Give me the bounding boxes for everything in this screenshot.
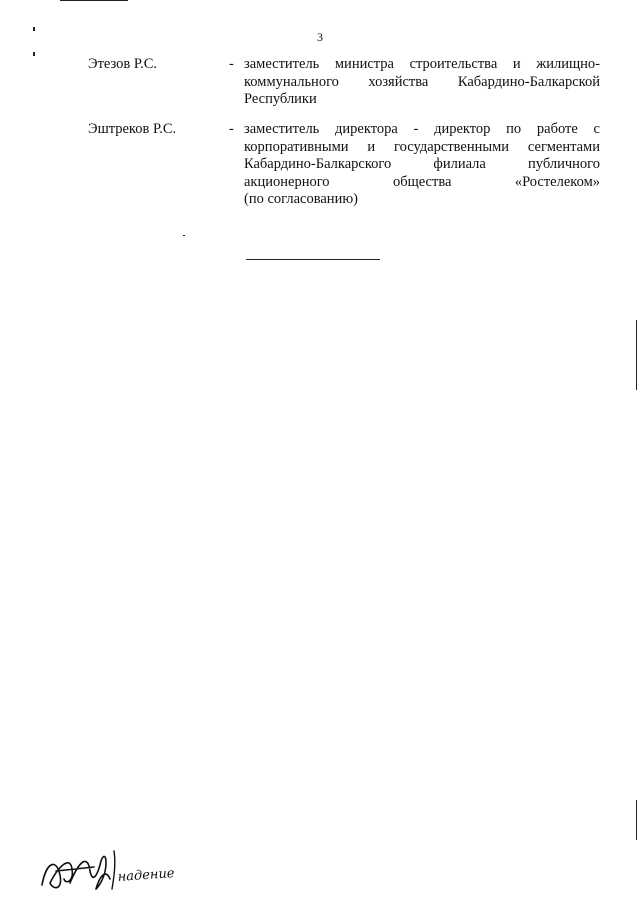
handwritten-signature [36, 845, 206, 895]
page-number: 3 [317, 30, 323, 44]
entry-name: Этезов Р.С. [88, 56, 158, 72]
scan-mark-dot-3 [183, 235, 185, 236]
description-line: коммунального хозяйства Кабардино-Балкарской [244, 73, 600, 90]
scan-mark-top-left [60, 0, 128, 1]
description-line: Кабардино-Балкарского филиала публичного [244, 156, 600, 172]
description-line: акционерного общества «Ростелеком» [244, 173, 600, 190]
description-line: заместитель директора - директор по работе с [244, 121, 600, 137]
separator-line [246, 259, 380, 260]
scan-mark-right-edge-lower [636, 800, 637, 840]
entry-dash: - [229, 56, 234, 72]
entry-dash: - [229, 121, 234, 137]
entry-description [244, 56, 600, 109]
signature-note: надение [117, 866, 176, 885]
description-line: Республики [244, 91, 317, 107]
description-line: корпоративными и государственными сегментами [244, 138, 600, 155]
scan-mark-right-edge [636, 320, 637, 390]
description-line: заместитель министра строительства и жилищно- [244, 56, 600, 72]
scan-mark-dot-2 [33, 52, 35, 56]
entry-description [244, 121, 600, 209]
description-line: (по согласованию) [244, 191, 358, 207]
entry-name: Эштреков Р.С. [88, 121, 177, 137]
